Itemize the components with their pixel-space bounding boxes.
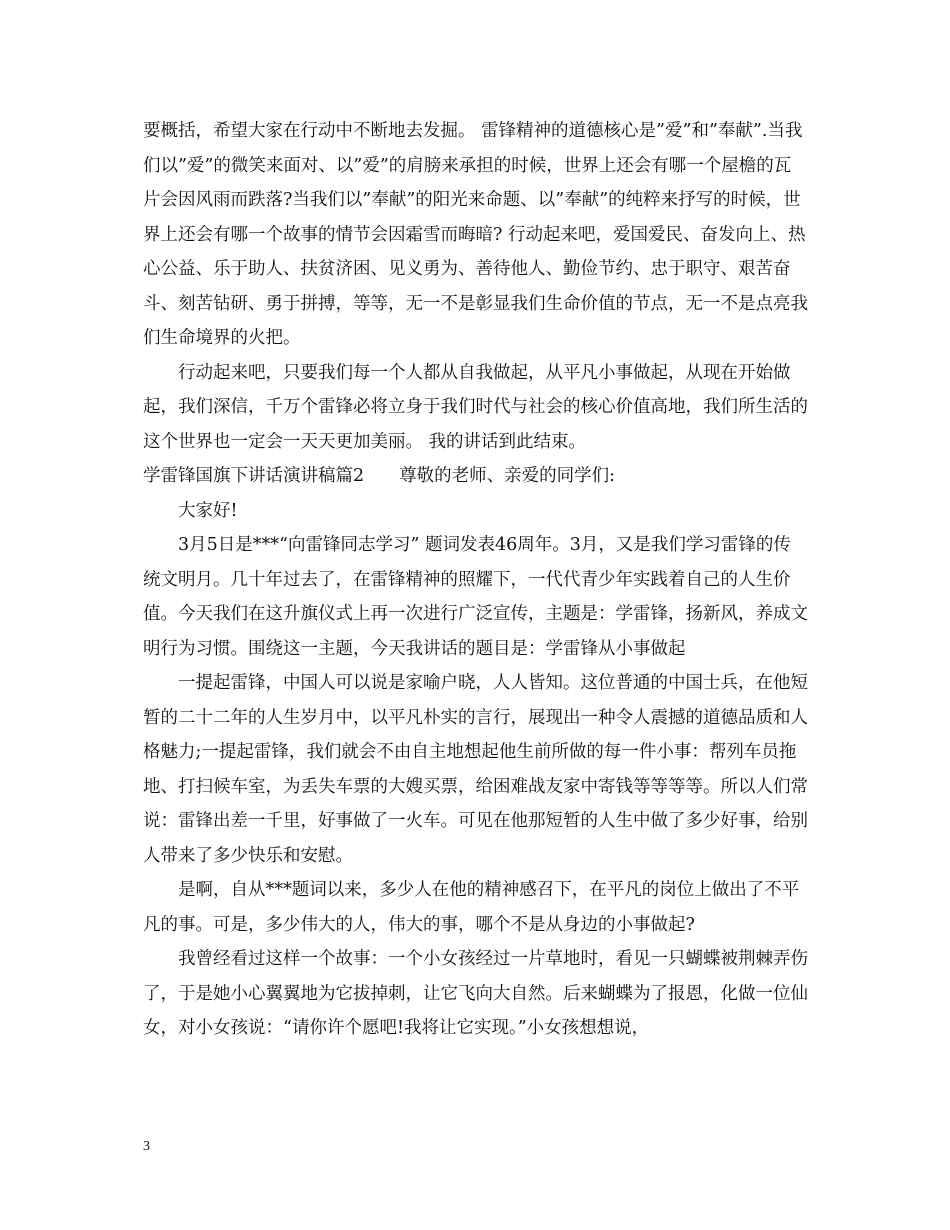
paragraph: 是啊，自从***题词以来，多少人在他的精神感召下，在平凡的岗位上做出了不平凡的事。可是，多少伟大的人，伟大的事，哪个不是从身边的小事做起? [143, 880, 800, 935]
paragraph: 我曾经看过这样一个故事：一个小女孩经过一片草地时，看见一只蝴蝶被荆棘弄伤了，于是她小心翼翼地为它拔掉刺，让它飞向大自然。后来蝴蝶为了报恩，化做一位仙女，对小女孩说：“请你许个愿吧!我将让它实现。”小女孩想想说， [143, 949, 808, 1038]
section-heading: 学雷锋国旗下讲话演讲稿篇2 尊敬的老师、亲爱的同学们: [143, 466, 616, 486]
paragraph: 3月5日是***“向雷锋同志学习” 题词发表46周年。3月，又是我们学习雷锋的传统文明月。几十年过去了，在雷锋精神的照耀下，一代代青少年实践着自己的人生价值。今天我们在这升旗仪式上再一次进行广泛宣传，主题是：学雷锋，扬新风，养成文明行为习惯。围绕这一主题，今天我讲话的题目是：学雷锋从小事做起 [143, 535, 808, 659]
paragraph: 要概括，希望大家在行动中不断地去发掘。 雷锋精神的道德核心是”爱”和”奉献”.当我们以”爱”的微笑来面对、以”爱”的肩膀来承担的时候，世界上还会有哪一个屋檐的瓦片会因风雨而跌落?当我们以”奉献”的阳光来命题、以”奉献”的纯粹来抒写的时候，世界上还会有哪一个故事的情节会因霜雪而晦暗? 行动起来吧，爱国爱民、奋发向上、热心公益、乐于助人、扶贫济困、见义勇为、善待他人、勤俭节约、忠于职守、艰苦奋斗、刻苦钻研、勇于拼搏，等等，无一不是彰显我们生命价值的节点，无一不是点亮我们生命境界的火把。 [143, 121, 808, 348]
paragraph: 一提起雷锋，中国人可以说是家喻户晓，人人皆知。这位普通的中国士兵，在他短暂的二十二年的人生岁月中，以平凡朴实的言行，展现出一种令人震撼的道德品质和人格魅力;一提起雷锋，我们就会不由自主地想起他生前所做的每一件小事：帮列车员拖地、打扫候车室，为丢失车票的大嫂买票，给困难战友家中寄钱等等等等。所以人们常说：雷锋出差一千里，好事做了一火车。可见在他那短暂的人生中做了多少好事，给别人带来了多少快乐和安慰。 [143, 673, 808, 866]
page-number: 3 [143, 1139, 150, 1154]
paragraph: 行动起来吧，只要我们每一个人都从自我做起，从平凡小事做起，从现在开始做起，我们深信，千万个雷锋必将立身于我们时代与社会的核心价值高地，我们所生活的这个世界也一定会一天天更加美丽。 我的讲话到此结束。 [143, 362, 808, 452]
body-text [143, 114, 808, 1046]
paragraph: 大家好! [178, 500, 238, 521]
